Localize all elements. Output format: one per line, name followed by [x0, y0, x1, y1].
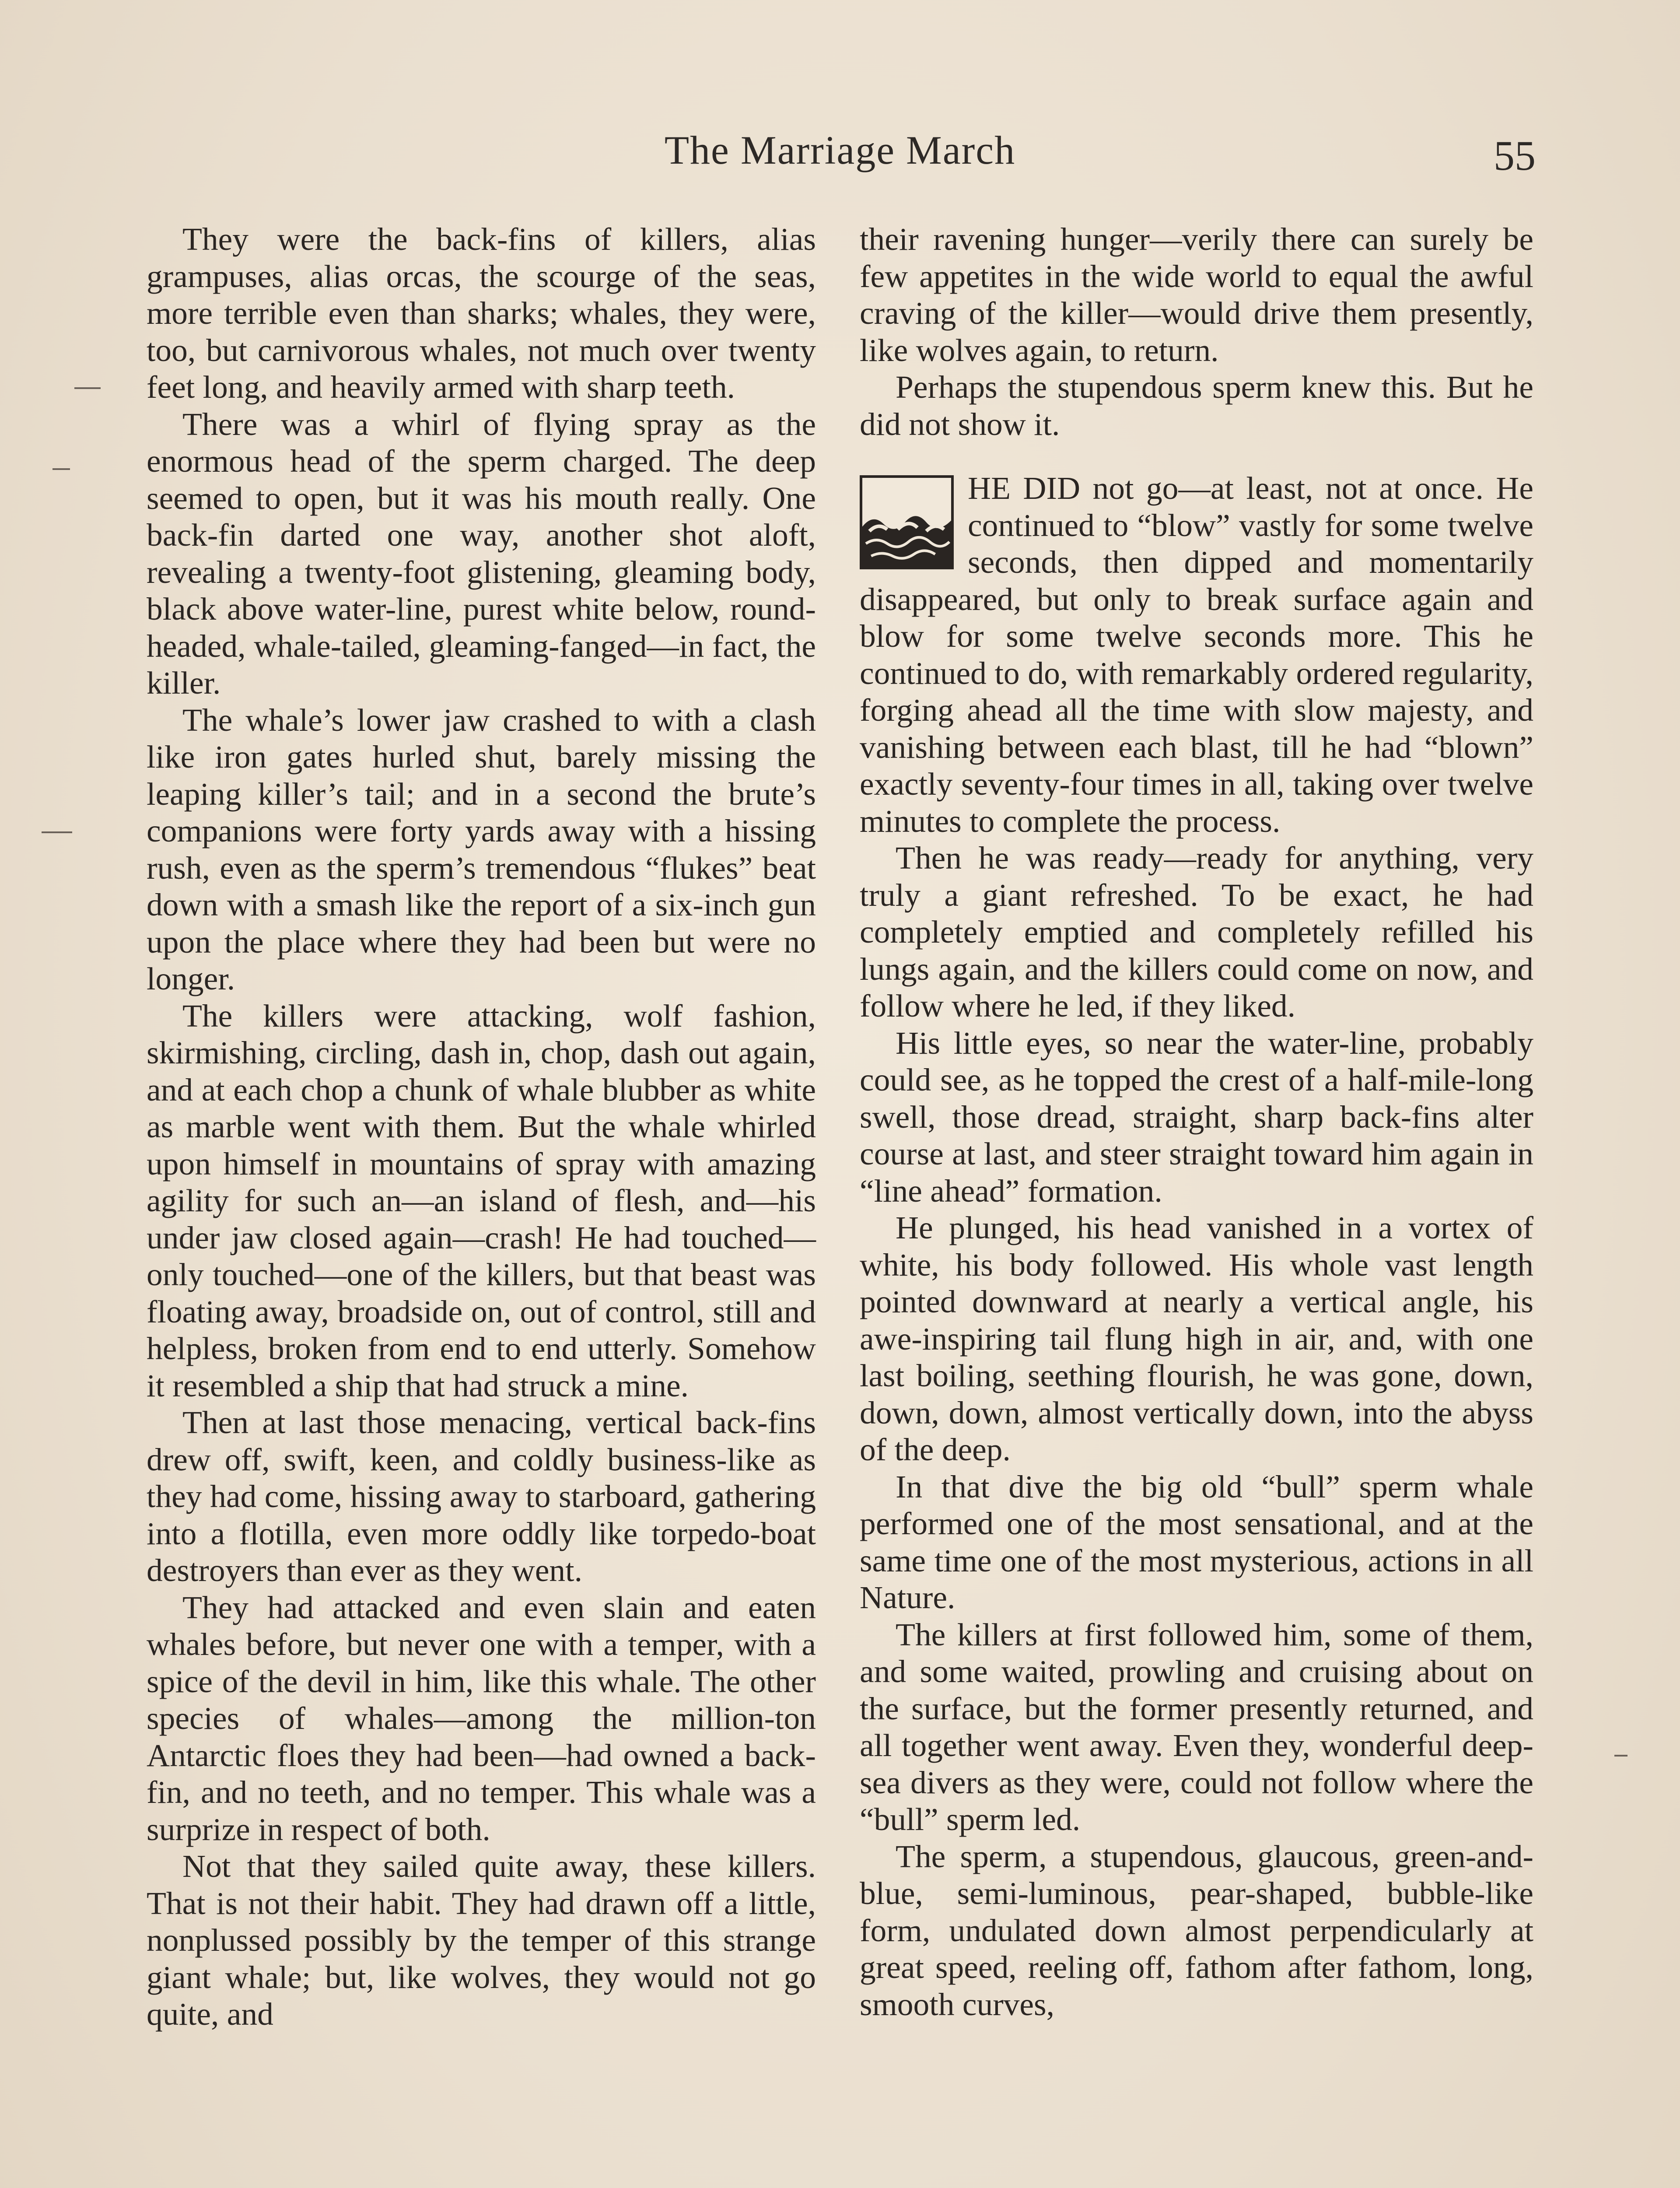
running-title: The Marriage March [664, 128, 1016, 172]
page-number: 55 [1494, 132, 1536, 179]
section-opening [860, 470, 1533, 840]
left-column [147, 221, 816, 2033]
wave-dropcap-art [862, 478, 951, 567]
margin-mark [1614, 1755, 1628, 1757]
paragraph: They were the back-fins of killers, alias grampuses, alias orcas, the scourge of the seas, more terrible even than sharks; whales, they were, too, but carnivorous whales, not much over twenty feet long, and heavily armed with sharp teeth. [147, 221, 816, 405]
margin-mark [52, 468, 70, 470]
paragraph: The sperm, a stupendous, glaucous, green-and-blue, semi-luminous, pear-shaped, bubble-like form, undulated down almost perpendicularly at great speed, reeling off, fathom after fathom, long, smooth curves, [860, 1838, 1533, 2022]
paragraph: Then at last those menacing, vertical back-fins drew off, swift, keen, and coldly business-like as they had come, hissing away to starboard, gathering into a flotilla, even more oddly like torpedo-boat destroyers than ever as they went. [147, 1405, 816, 1588]
paragraph: They had attacked and even slain and eaten whales before, but never one with a temper, with a spice of the devil in him, like this whale. The other species of whales—among the million-ton Antarctic floes they had been—had owned a back-fin, and no teeth, and no temper. This whale was a surprize in respect of both. [147, 1589, 816, 1847]
paragraph: There was a whirl of flying spray as the enormous head of the sperm charged. The deep seemed to open, but it was his mouth really. One back-fin darted one way, another shot aloft, revealing a twenty-foot glistening, gleaming body, black above water-line, purest white below, round-headed, whale-tailed, gleaming-fanged—in fact, the killer. [147, 406, 816, 701]
paragraph: In that dive the big old “bull” sperm whale performed one of the most sensational, and at the same time one of the most mysterious, actions in all Nature. [860, 1469, 1533, 1615]
paragraph: their ravening hunger—verily there can surely be few appetites in the wide world to equal the awful craving of the killer—would drive them presently, like wolves again, to return. [860, 221, 1533, 368]
paragraph: He plunged, his head vanished in a vortex of white, his body followed. His whole vast length pointed downward at nearly a vertical angle, his awe-inspiring tail flung high in air, and, with one last boiling, seething flourish, he was gone, down, down, down, almost vertically down, into the abyss of the deep. [860, 1210, 1533, 1467]
paragraph: Then he was ready—ready for anything, very truly a giant refreshed. To be exact, he had completely emptied and completely refilled his lungs again, and the killers could come on now, and follow where he led, if they liked. [860, 840, 1533, 1024]
margin-mark [42, 831, 72, 833]
right-column [860, 221, 1533, 2023]
paragraph: Perhaps the stupendous sperm knew this. But he did not show it. [860, 369, 1533, 442]
paragraph: The killers were attacking, wolf fashion, skirmishing, circling, dash in, chop, dash out again, and at each chop a chunk of whale blubber as white as marble went with them. But the whale whirled upon himself in mountains of spray with amazing agility for such an—an island of flesh, and—his under jaw closed again—crash! He had touched—only touched—one of the killers, but that beast was floating away, broadside on, out of control, still and helpless, broken from end to end utterly. Somehow it resembled a ship that had struck a mine. [147, 998, 816, 1403]
margin-mark [74, 387, 101, 389]
paragraph: The whale’s lower jaw crashed to with a clash like iron gates hurled shut, barely missing the leaping killer’s tail; and in a second the brute’s companions were forty yards away with a hissing rush, even as the sperm’s tremendous “flukes” beat down with a smash like the report of a six-inch gun upon the place where they had been but were no longer. [147, 702, 816, 996]
paragraph: The killers at first followed him, some of them, and some waited, prowling and cruising about on the surface, but the former presently returned, and all together went away. Even they, wonderful deep-sea divers as they were, could not follow where the “bull” sperm led. [860, 1616, 1533, 1837]
paragraph: His little eyes, so near the water-line, probably could see, as he topped the crest of a half-mile-long swell, those dread, straight, sharp back-fins alter course at last, and steer straight toward him again in “line ahead” formation. [860, 1025, 1533, 1209]
wave-dropcap-icon [860, 475, 954, 569]
paragraph: Not that they sailed quite away, these killers. That is not their habit. They had drawn off a little, nonplussed possibly by the temper of this strange giant whale; but, like wolves, they would not go quite, and [147, 1848, 816, 2032]
section-opening-text: HE DID not go—at least, not at once. He continued to “blow” vastly for some twelve seconds, then dipped and momentarily disappeared, but only to break surface again and blow for some twelve seconds more. This he continued to do, with remarkably ordered regularity, forging ahead all the time with slow majesty, and vanishing between each blast, till he had “blown” exactly seventy-four times in all, taking over twelve minutes to complete the process. [860, 470, 1533, 839]
